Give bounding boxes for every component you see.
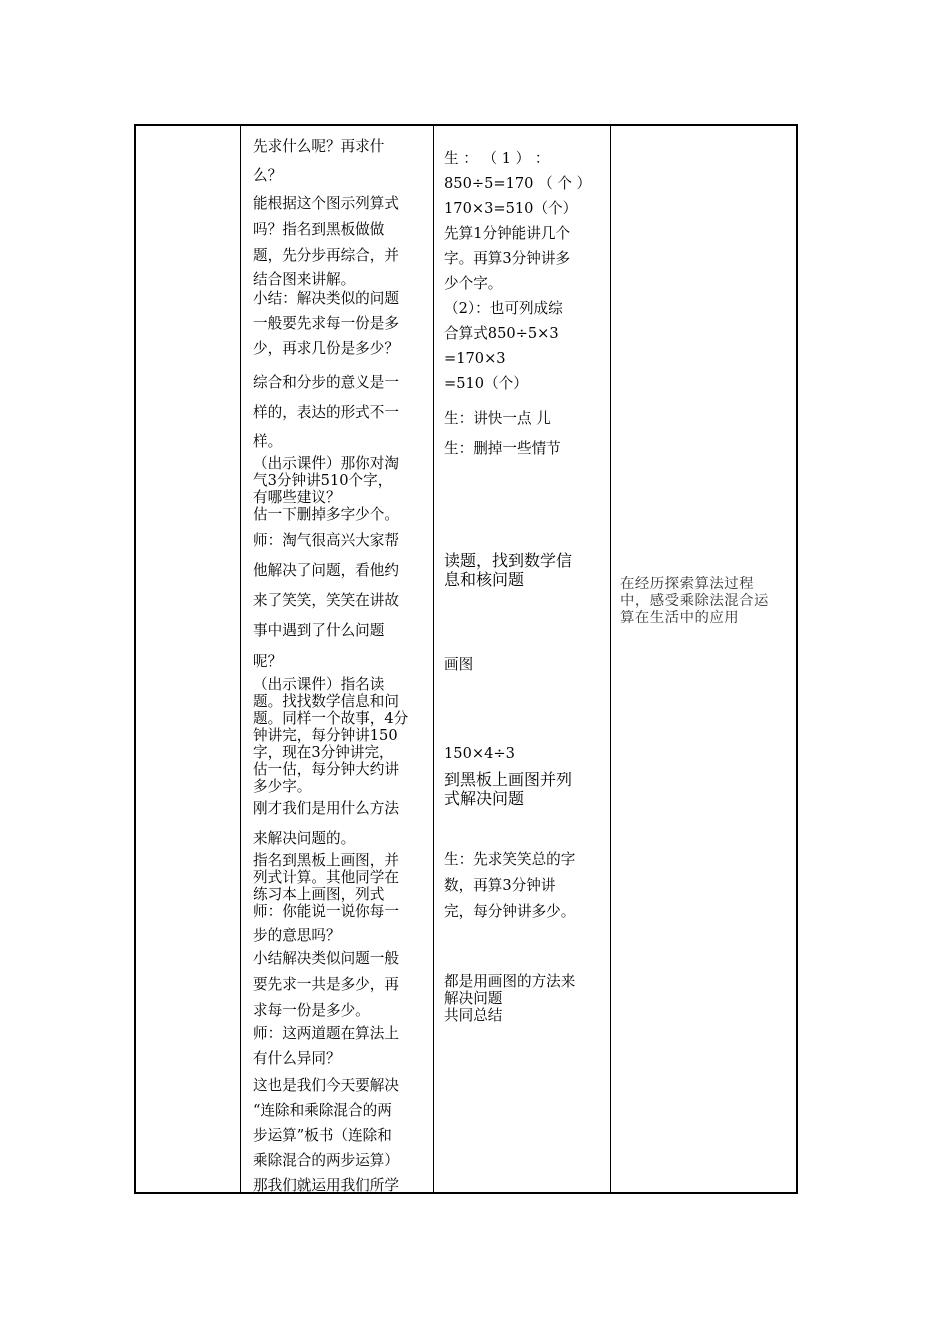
teacher-text-line: 事中遇到了什么问题 — [253, 622, 385, 639]
teacher-text-line: 题，先分步再综合，并 — [253, 247, 399, 264]
teacher-text-line: 估一下删掉多字少个。 — [253, 506, 399, 523]
teacher-text-line: 综合和分步的意义是一 — [253, 374, 399, 391]
student-text-line: 完，每分钟讲多少。 — [444, 903, 576, 920]
design-intent-line: 在经历探索算法过程 — [620, 576, 755, 592]
teacher-text-line: 有什么异同？ — [253, 1050, 341, 1067]
design-intent-note — [620, 576, 792, 627]
lesson-plan-table — [134, 124, 798, 1194]
teacher-text-line: 题。同样一个故事，4分 — [253, 710, 409, 727]
student-text-line: 都是用画图的方法来 — [444, 973, 576, 990]
teacher-text-line: 钟讲完，每分钟讲150 — [253, 727, 398, 744]
teacher-text-line: 乘除混合的两步运算） — [253, 1152, 399, 1169]
teacher-text-line: 来了笑笑，笑笑在讲故 — [253, 592, 399, 609]
teacher-text-line: 呢？ — [253, 653, 283, 670]
teacher-text-line: 小结解决类似问题一般 — [253, 950, 399, 967]
teacher-text-line: 来解决问题的。 — [253, 830, 356, 847]
student-text-line: 生：先求笑笑总的字 — [444, 851, 576, 868]
teacher-text-line: 气3分钟讲510个字， — [253, 472, 393, 489]
teacher-text-line: 字，现在3分钟讲完， — [253, 744, 394, 761]
student-text-line: 150×4÷3 — [444, 745, 515, 762]
teacher-text-line: 指名到黑板上画图，并 — [253, 852, 399, 869]
design-intent-line: 算在生活中的应用 — [620, 610, 740, 626]
teacher-text-line: 样的，表达的形式不一 — [253, 404, 399, 421]
student-text-line: 读题，找到数学信 — [444, 551, 573, 570]
teacher-text-line: 样。 — [253, 433, 283, 450]
student-text-line: 850÷5=170 （ 个 ） — [444, 175, 592, 192]
student-text-line: 解决问题 — [444, 990, 503, 1007]
teacher-text-line: 一般要先求每一份是多 — [253, 315, 399, 332]
student-text-line: 到黑板上画图并列 — [444, 770, 573, 789]
student-text-line: 息和核问题 — [444, 570, 525, 589]
teacher-text-line: 能根据这个图示列算式 — [253, 195, 399, 212]
teacher-text-line: 求每一份是多少。 — [253, 1002, 370, 1019]
student-text-line: =170×3 — [444, 350, 506, 367]
teacher-text-line: 题。找找数学信息和问 — [253, 693, 399, 710]
teacher-text-line: （出示课件）那你对淘 — [253, 455, 399, 472]
teacher-text-line: 那我们就运用我们所学 — [253, 1177, 399, 1192]
teacher-text-line: 先求什么呢？再求什 — [253, 138, 385, 155]
teacher-text-line: 么？ — [253, 167, 283, 184]
teacher-text-line: “连除和乘除混合的两 — [253, 1102, 392, 1119]
student-text-line: 画图 — [444, 656, 474, 673]
student-text-line: 生：讲快一点 儿 — [444, 410, 551, 427]
teacher-text-line: 师：这两道题在算法上 — [253, 1025, 399, 1042]
student-text-line: 生 ： （ 1 ） ： — [444, 150, 550, 167]
student-text-line: 170×3=510（个） — [444, 200, 578, 217]
student-text-line: 数，再算3分钟讲 — [444, 877, 556, 894]
student-text-line: 共同总结 — [444, 1007, 503, 1024]
teacher-text-line: 师：淘气很高兴大家帮 — [253, 532, 399, 549]
student-text-line: 合算式850÷5×3 — [444, 325, 559, 342]
teacher-text-line: 师：你能说一说你每一 — [253, 903, 399, 920]
teacher-text-line: （出示课件）指名读 — [253, 676, 385, 693]
teacher-text-line: 刚才我们是用什么方法 — [253, 800, 399, 817]
student-text-line: 生：删掉一些情节 — [444, 440, 561, 457]
teacher-text-line: 估一估，每分钟大约讲 — [253, 761, 399, 778]
teacher-text-line: 步的意思吗？ — [253, 927, 341, 944]
teacher-text-line: 结合图来讲解。 — [253, 271, 356, 288]
student-text-line: 先算1分钟能讲几个 — [444, 225, 571, 242]
design-intent-line: 中，感受乘除法混合运 — [620, 593, 769, 609]
teacher-text-line: 步运算”板书（连除和 — [253, 1127, 392, 1144]
student-text-line: （2）：也可列成综 — [444, 300, 563, 317]
student-text-line: 少个字。 — [444, 275, 503, 292]
teacher-text-line: 多少字。 — [253, 778, 312, 795]
teacher-text-line: 他解决了问题，看他约 — [253, 562, 399, 579]
student-text-line: 式解决问题 — [444, 789, 525, 808]
teacher-text-line: 这也是我们今天要解决 — [253, 1077, 399, 1094]
teacher-text-line: 吗？指名到黑板做做 — [253, 221, 385, 238]
teacher-text-line: 列式计算。其他同学在 — [253, 869, 399, 886]
student-text-line: =510（个） — [444, 375, 528, 392]
teacher-text-line: 小结：解决类似的问题 — [253, 290, 399, 307]
student-activity-column — [434, 126, 609, 1192]
teacher-activity-column — [241, 126, 434, 1192]
teacher-text-line: 练习本上画图，列式 — [253, 886, 385, 903]
teacher-text-line: 少，再求几份是多少？ — [253, 340, 399, 357]
design-intent-column — [611, 126, 798, 1192]
teacher-text-line: 要先求一共是多少，再 — [253, 976, 399, 993]
student-text-line: 字。再算3分钟讲多 — [444, 250, 571, 267]
teacher-text-line: 有哪些建议？ — [253, 489, 341, 506]
